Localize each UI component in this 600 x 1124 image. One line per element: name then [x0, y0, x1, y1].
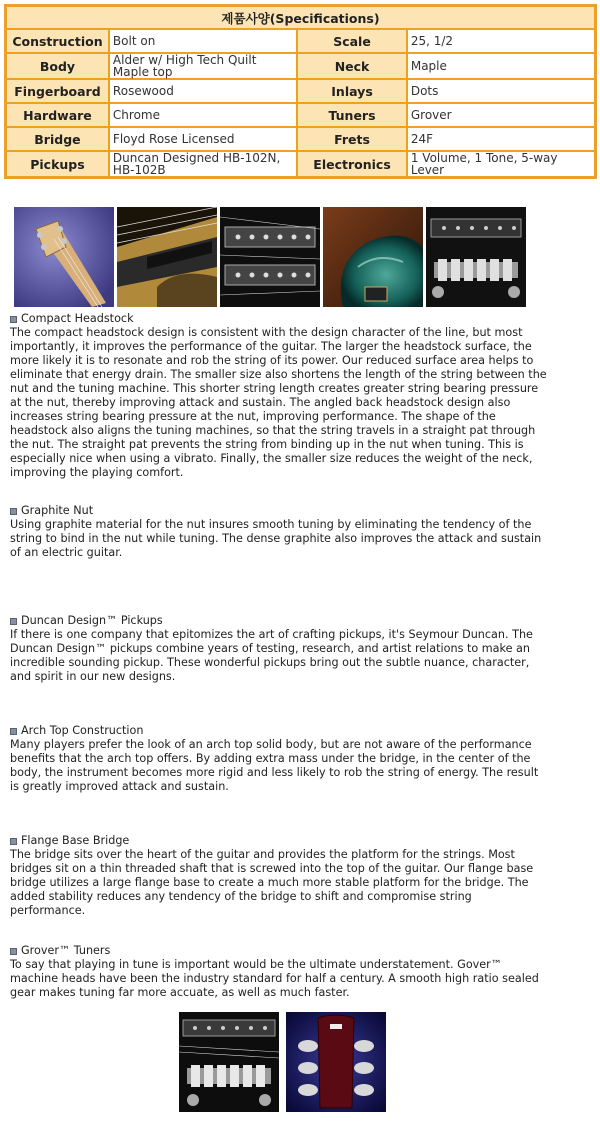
bridge-photo	[426, 207, 526, 307]
spec-row	[7, 54, 594, 78]
pickups-photo	[220, 207, 320, 307]
section-heading: Duncan Design™ Pickups	[21, 614, 163, 627]
section-heading: Graphite Nut	[21, 504, 94, 517]
section-heading: Flange Base Bridge	[21, 834, 130, 847]
section-body: The bridge sits over the heart of the guitar and provides the platform for the strings. Most bridges sit on a thin threaded shaft that is screwed into the top of the guitar. Our flange base bridge utilizes a large flange base to create a much more stable platform for the bridge. The added stability reduces any tendency of the bridge to shift and compromise string performance.	[10, 848, 534, 917]
section-grover-tuners	[10, 944, 550, 1000]
spec-label: Bridge	[7, 128, 108, 150]
section-arch-top	[10, 724, 550, 794]
spec-row	[7, 128, 594, 150]
section-flange-bridge	[10, 834, 550, 918]
bullet-icon	[10, 508, 17, 515]
section-body: Using graphite material for the nut insures smooth tuning by eliminating the tendency of the string to bind in the nut while tuning. The dense graphite also improves the attack and sustain of an electric guitar.	[10, 518, 542, 559]
bullet-icon	[10, 948, 17, 955]
section-compact-headstock	[10, 312, 550, 480]
spec-label: Neck	[298, 54, 406, 78]
spec-value: Chrome	[110, 104, 296, 126]
spec-value: Dots	[408, 80, 594, 102]
spec-row	[7, 104, 594, 126]
spec-value: 24F	[408, 128, 594, 150]
section-heading: Arch Top Construction	[21, 724, 144, 737]
headstock-photo	[14, 207, 114, 307]
spec-label: Inlays	[298, 80, 406, 102]
spec-label: Pickups	[7, 152, 108, 176]
section-heading: Grover™ Tuners	[21, 944, 111, 957]
section-body: If there is one company that epitomizes the art of crafting pickups, it's Seymour Duncan. The Duncan Design™ pickups combine years of testing, research, and artist relations to make an incredible sounding pickup. These wonderful pickups bring out the subtle nuance, character, and spirit in our new designs.	[10, 628, 533, 683]
spec-row	[7, 152, 594, 176]
section-heading: Compact Headstock	[21, 312, 134, 325]
spec-value: Grover	[408, 104, 594, 126]
spec-value: 25, 1/2	[408, 30, 594, 52]
spec-title: 제품사양(Specifications)	[7, 7, 594, 28]
spec-value: Rosewood	[110, 80, 296, 102]
spec-label: Frets	[298, 128, 406, 150]
spec-label: Scale	[298, 30, 406, 52]
spec-label: Electronics	[298, 152, 406, 176]
spec-label: Hardware	[7, 104, 108, 126]
spec-row	[7, 80, 594, 102]
bullet-icon	[10, 316, 17, 323]
spec-value: Floyd Rose Licensed	[110, 128, 296, 150]
spec-value: Alder w/ High Tech Quilt Maple top	[110, 54, 296, 78]
spec-value: Bolt on	[110, 30, 296, 52]
nut-photo	[117, 207, 217, 307]
section-body: Many players prefer the look of an arch top solid body, but are not aware of the performance benefits that the arch top offers. By adding extra mass under the bridge, in the center of the body, the instrument becomes more rigid and less likely to rob the string of energy. The result is greatly improved attack and sustain.	[10, 738, 539, 793]
section-body: To say that playing in tune is important would be the ultimate understatement. Gover™ machine heads have been the industry standard for half a century. A smooth high ratio sealed gear makes tuning far more accuate, as well as much faster.	[10, 958, 539, 999]
spec-label: Fingerboard	[7, 80, 108, 102]
section-duncan-pickups	[10, 614, 550, 684]
spec-value: Maple	[408, 54, 594, 78]
tuners-photo	[286, 1012, 386, 1112]
section-graphite-nut	[10, 504, 550, 560]
spec-value: 1 Volume, 1 Tone, 5-way Lever	[408, 152, 594, 176]
spec-label: Tuners	[298, 104, 406, 126]
bullet-icon	[10, 728, 17, 735]
arch-top-photo	[323, 207, 423, 307]
spec-row	[7, 30, 594, 52]
section-body: The compact headstock design is consistent with the design character of the line, but most importantly, it improves the performance of the guitar. The larger the headstock surface, the more likely it is to resonate and rob the string of its power. Our reduced surface area helps to eliminate that energy drain. The smaller size also shortens the length of the string between the nut and the tuning machine. This shorter string length creates greater string bearing pressure at the nut, thereby improving attack and sustain. The angled back headstock design also increases string bearing pressure at the nut, improving performance. The shape of the headstock also aligns the tuning machines, so that the string travels in a straight pat through the nut. The straight pat prevents the string from binding up in the nut when tuning. This is especially nice when using a vibrato. Finally, the smaller size reduces the weight of the neck, improving the playing comfort.	[10, 326, 547, 479]
spec-label: Body	[7, 54, 108, 78]
spec-table	[4, 4, 597, 179]
bullet-icon	[10, 618, 17, 625]
bullet-icon	[10, 838, 17, 845]
spec-label: Construction	[7, 30, 108, 52]
bridge-closeup-photo	[179, 1012, 279, 1112]
spec-value: Duncan Designed HB-102N, HB-102B	[110, 152, 296, 176]
